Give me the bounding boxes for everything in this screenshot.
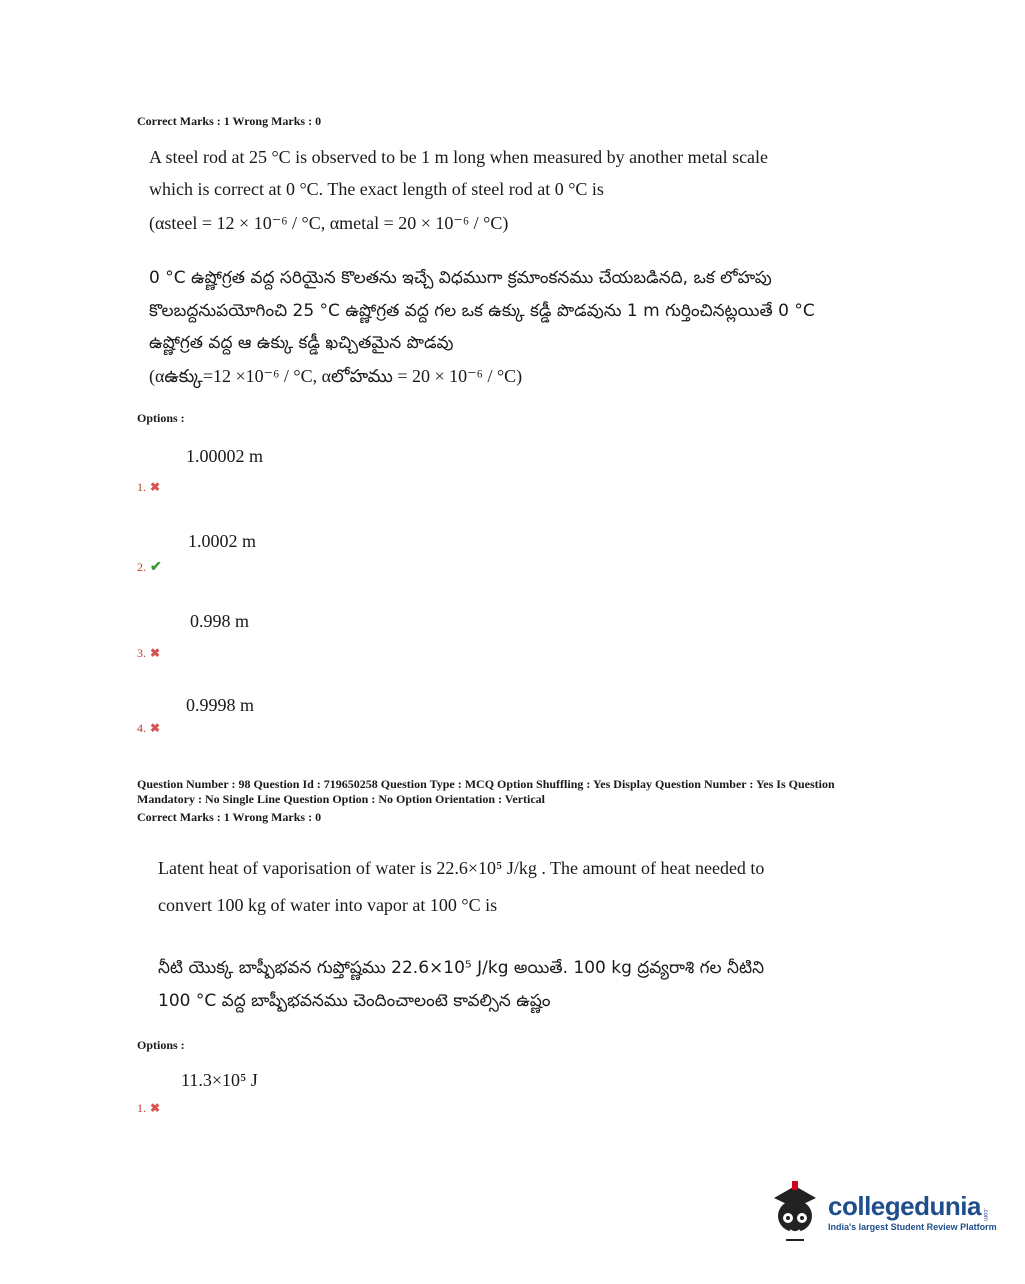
q97-marks: Correct Marks : 1 Wrong Marks : 0 xyxy=(137,114,322,128)
q98-marks: Correct Marks : 1 Wrong Marks : 0 xyxy=(137,810,322,824)
check-icon: ✔ xyxy=(150,560,162,575)
cross-icon: ✖ xyxy=(150,721,161,735)
q98-header-line-2: Mandatory : No Single Line Question Option : No Option Orientation : Vertical xyxy=(137,792,546,806)
q97-option-1-text: 1.00002 m xyxy=(186,446,264,466)
q98-options-label: Options : xyxy=(137,1038,185,1052)
mascot-icon xyxy=(768,1180,822,1242)
cross-icon: ✖ xyxy=(150,1101,161,1115)
q97-option-1-number: 1. xyxy=(137,480,146,494)
q97-options-label: Options : xyxy=(137,411,185,425)
q97-option-2-marker xyxy=(137,559,162,576)
q97-telugu-line-3: ఉష్ణోగ్రత వద్ద ఆ ఉక్కు కడ్డీ ఖచ్చితమైన పొడవు xyxy=(149,333,454,353)
q97-option-3-text: 0.998 m xyxy=(190,611,250,631)
q97-english-alpha: (αsteel = 12 × 10⁻⁶ / °C, αmetal = 20 × 10⁻⁶ / °C) xyxy=(149,213,509,233)
logo-com: .com xyxy=(981,1208,988,1222)
cross-icon: ✖ xyxy=(150,480,161,494)
logo-text-block xyxy=(828,1191,997,1232)
cross-icon: ✖ xyxy=(150,646,161,660)
q97-option-2-text: 1.0002 m xyxy=(188,531,257,551)
q97-option-3-number: 3. xyxy=(137,646,146,660)
logo-wordmark: collegedunia xyxy=(828,1190,981,1221)
q97-option-3-marker xyxy=(137,646,160,661)
q98-telugu-line-1: నీటి యొక్క బాష్పీభవన గుప్తోష్ణము 22.6×10⁵ J/kg అయితే. 100 kg ద్రవ్యరాశి గల నీటిని xyxy=(158,958,765,978)
q98-telugu-line-2: 100 °C వద్ద బాష్పీభవనము చెందించాలంటె కావల్సిన ఉష్ణం xyxy=(158,991,551,1011)
q97-option-4-text: 0.9998 m xyxy=(186,695,255,715)
q98-english-line-2: convert 100 kg of water into vapor at 100 °C is xyxy=(158,895,498,915)
logo-tagline: India's largest Student Review Platform xyxy=(828,1221,997,1232)
q98-option-1-number: 1. xyxy=(137,1101,146,1115)
q97-option-1-marker xyxy=(137,480,160,495)
q98-english-line-1: Latent heat of vaporisation of water is 22.6×10⁵ J/kg . The amount of heat needed to xyxy=(158,858,765,878)
q97-english-line-1: A steel rod at 25 °C is observed to be 1 m long when measured by another metal scale xyxy=(149,147,769,167)
q97-telugu-line-1: 0 °C ఉష్ణోగ్రత వద్ద సరియైన కొలతను ఇచ్చే విధముగా క్రమాంకనము చేయబడినది, ఒక లోహపు xyxy=(149,268,772,288)
q98-option-1-marker xyxy=(137,1101,160,1116)
q98-option-1-text: 11.3×10⁵ J xyxy=(181,1070,258,1090)
q97-english-line-2: which is correct at 0 °C. The exact length of steel rod at 0 °C is xyxy=(149,179,604,199)
q97-option-2-number: 2. xyxy=(137,560,146,574)
q97-telugu-alpha: (αఉక్కు=12 ×10⁻⁶ / °C, αలోహము = 20 × 10⁻⁶ / °C) xyxy=(149,366,523,386)
q97-telugu-line-2: కొలబద్దనుపయోగించి 25 °C ఉష్ణోగ్రత వద్ద గల ఒక ఉక్కు కడ్డీ పొడవును 1 m గుర్తించినట్లయితే 0 °C xyxy=(149,301,815,321)
q97-option-4-number: 4. xyxy=(137,721,146,735)
q97-option-4-marker xyxy=(137,721,160,736)
collegedunia-logo xyxy=(768,1180,997,1242)
q98-header-line-1: Question Number : 98 Question Id : 719650258 Question Type : MCQ Option Shuffling : Yes Display Question Number : Yes Is Question xyxy=(137,777,835,791)
